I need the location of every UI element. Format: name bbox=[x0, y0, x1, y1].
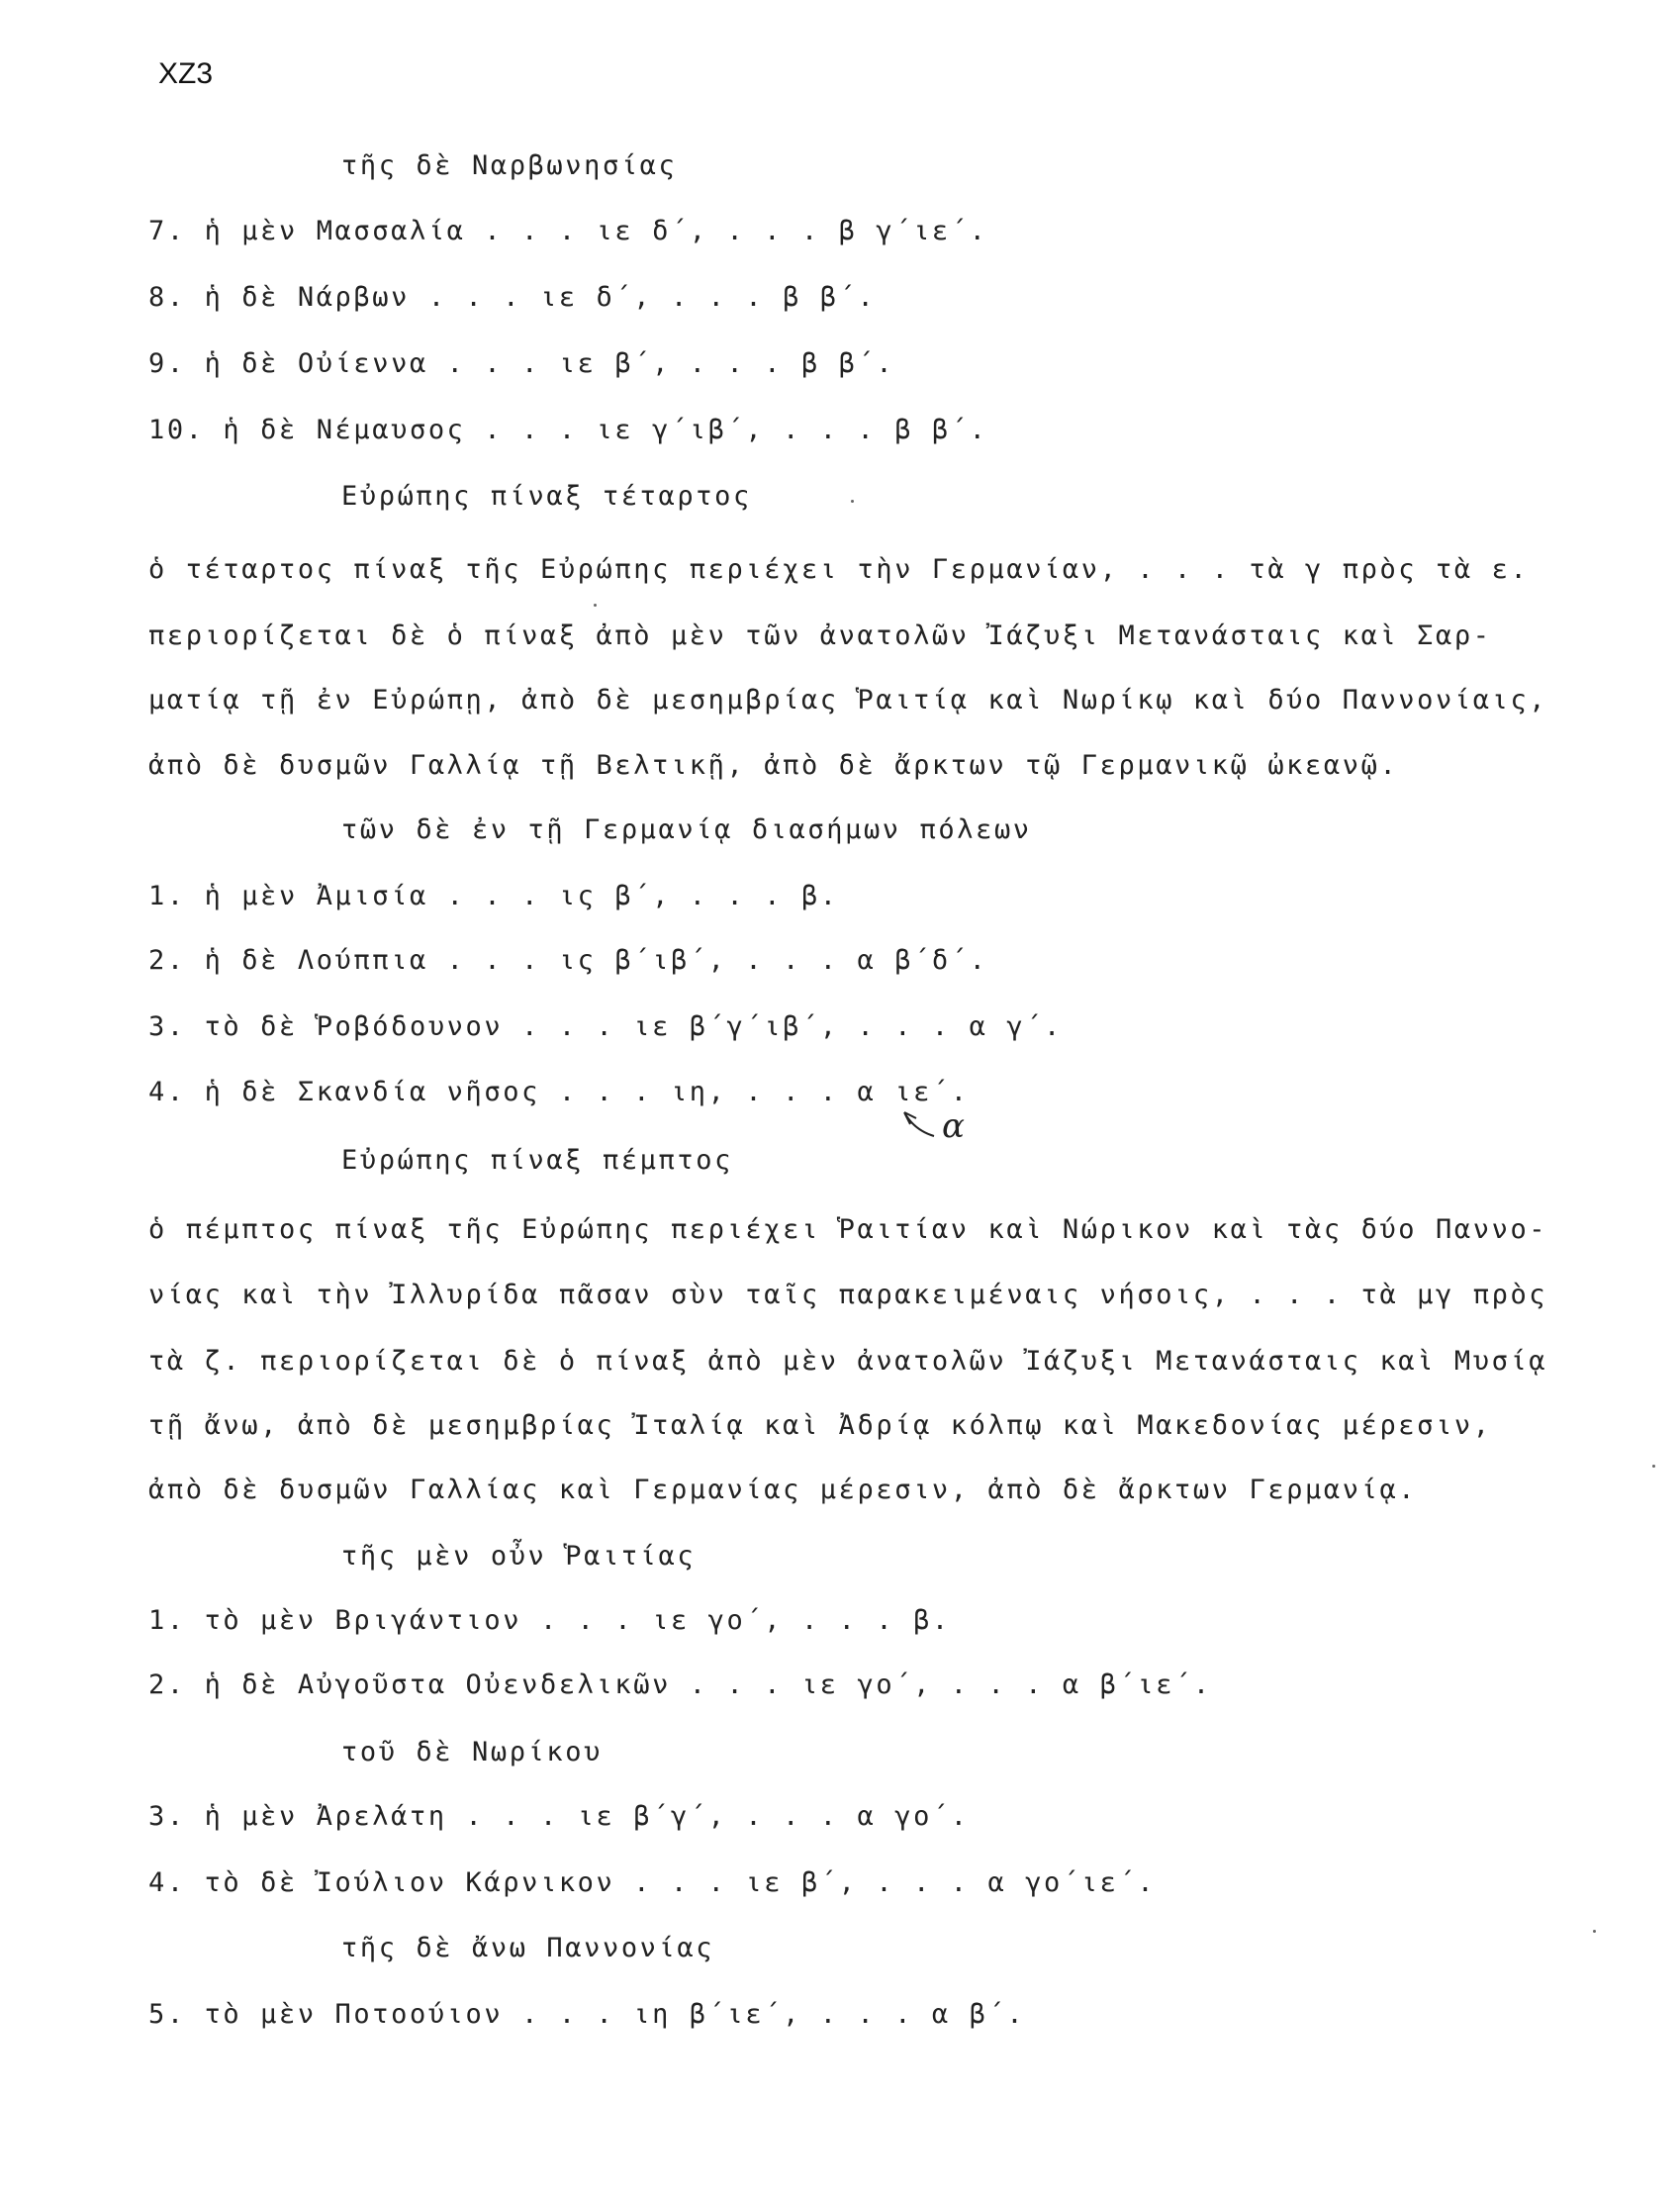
entry-line: 2. ἡ δὲ Αὐγοῦστα Οὐενδελικῶν . . . ιε γο΄, . . . α β΄ιε΄. bbox=[148, 1669, 1212, 1700]
scan-speck bbox=[594, 604, 597, 607]
section-heading: τῶν δὲ ἐν τῇ Γερμανίᾳ διασήμων πόλεων bbox=[341, 814, 1032, 845]
section-heading: τῆς δὲ ἄνω Παννονίας bbox=[341, 1933, 715, 1963]
scan-speck bbox=[1652, 1465, 1655, 1468]
paragraph-line: τὰ ζ. περιορίζεται δὲ ὁ πίναξ ἀπὸ μὲν ἀνατολῶν Ἰάζυξι Μετανάσταις καὶ Μυσίᾳ bbox=[148, 1346, 1548, 1377]
paragraph-line: ἀπὸ δὲ δυσμῶν Γαλλίας καὶ Γερμανίας μέρεσιν, ἀπὸ δὲ ἄρκτων Γερμανίᾳ. bbox=[148, 1475, 1418, 1505]
margin-correction: α bbox=[942, 1106, 965, 1146]
entry-line: 5. τὸ μὲν Ποτοούιον . . . ιη β΄ιε΄, . . . α β΄. bbox=[148, 1999, 1026, 2030]
paragraph-line: ἀπὸ δὲ δυσμῶν Γαλλίᾳ τῇ Βελτικῇ, ἀπὸ δὲ ἄρκτων τῷ Γερμανικῷ ὠκεανῷ. bbox=[148, 750, 1399, 781]
entry-line: 1. ἡ μὲν Ἀμισία . . . ις β΄, . . . β. bbox=[148, 881, 839, 911]
entry-line: 7. ἡ μὲν Μασσαλία . . . ιε δ΄, . . . β γ΄ιε΄. bbox=[148, 216, 988, 246]
page-id: XZ3 bbox=[158, 57, 214, 90]
entry-line: 4. ἡ δὲ Σκανδία νῆσος . . . ιη, . . . α ιε΄. bbox=[148, 1077, 970, 1107]
paragraph-line: ματίᾳ τῇ ἐν Εὐρώπῃ, ἀπὸ δὲ μεσημβρίας Ῥαιτίᾳ καὶ Νωρίκῳ καὶ δύο Παννονίαις, bbox=[148, 685, 1548, 715]
entry-line: 10. ἡ δὲ Νέμαυσος . . . ιε γ΄ιβ΄, . . . β β΄. bbox=[148, 415, 988, 445]
paragraph-line: ὁ πέμπτος πίναξ τῆς Εὐρώπης περιέχει Ῥαιτίαν καὶ Νώρικον καὶ τὰς δύο Παννο- bbox=[148, 1214, 1548, 1245]
scan-speck bbox=[1593, 1930, 1596, 1933]
entry-line: 3. τὸ δὲ Ῥοβόδουνον . . . ιε β΄γ΄ιβ΄, . . . α γ΄. bbox=[148, 1011, 1063, 1042]
section-heading: τοῦ δὲ Νωρίκου bbox=[341, 1737, 603, 1767]
entry-line: 1. τὸ μὲν Βριγάντιον . . . ιε γο΄, . . . β. bbox=[148, 1605, 951, 1636]
entry-line: 3. ἡ μὲν Ἀρελάτη . . . ιε β΄γ΄, . . . α γο΄. bbox=[148, 1801, 970, 1832]
paragraph-line: τῇ ἄνω, ἀπὸ δὲ μεσημβρίας Ἰταλίᾳ καὶ Ἀδρίᾳ κόλπῳ καὶ Μακεδονίας μέρεσιν, bbox=[148, 1410, 1492, 1441]
section-heading: τῆς μὲν οὖν Ῥαιτίας bbox=[341, 1541, 697, 1572]
section-heading: τῆς δὲ Ναρβωνησίας bbox=[341, 150, 678, 181]
section-heading: Εὐρώπης πίναξ τέταρτος bbox=[341, 481, 752, 512]
correction-arrow-icon bbox=[900, 1108, 940, 1148]
entry-line: 4. τὸ δὲ Ἰούλιον Κάρνικον . . . ιε β΄, . . . α γο΄ιε΄. bbox=[148, 1867, 1157, 1898]
paragraph-line: περιορίζεται δὲ ὁ πίναξ ἀπὸ μὲν τῶν ἀνατολῶν Ἰάζυξι Μετανάσταις καὶ Σαρ- bbox=[148, 620, 1492, 651]
entry-line: 2. ἡ δὲ Λούππια . . . ις β΄ιβ΄, . . . α β΄δ΄. bbox=[148, 945, 988, 976]
scan-speck bbox=[851, 500, 854, 503]
paragraph-line: νίας καὶ τὴν Ἰλλυρίδα πᾶσαν σὺν ταῖς παρακειμέναις νήσοις, . . . τὰ μγ πρὸς bbox=[148, 1280, 1548, 1310]
entry-line: 9. ἡ δὲ Οὐίεννα . . . ιε β΄, . . . β β΄. bbox=[148, 348, 895, 379]
section-heading: Εὐρώπης πίναξ πέμπτος bbox=[341, 1145, 733, 1176]
entry-line: 8. ἡ δὲ Νάρβων . . . ιε δ΄, . . . β β΄. bbox=[148, 282, 877, 313]
paragraph-line: ὁ τέταρτος πίναξ τῆς Εὐρώπης περιέχει τὴν Γερμανίαν, . . . τὰ γ πρὸς τὰ ε. bbox=[148, 554, 1530, 585]
